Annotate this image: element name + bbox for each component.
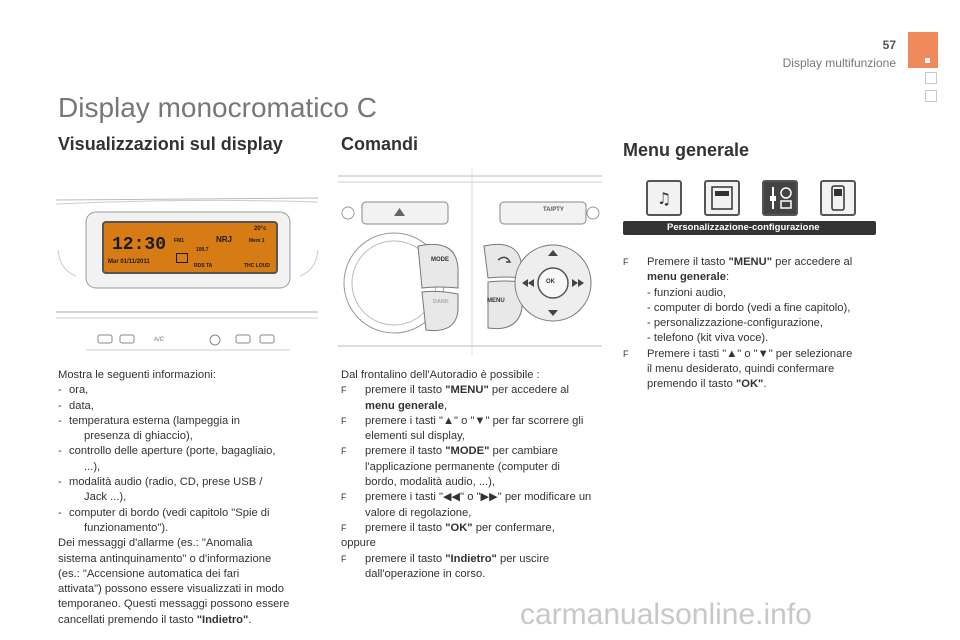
radio-panel-illustration — [338, 168, 604, 358]
col2-b5 — [365, 521, 555, 536]
arrow-bullet-icon: F — [341, 553, 347, 564]
col2-b2-line2: elementi sul display, — [365, 430, 465, 443]
col1-item-ora: ora, — [69, 384, 89, 397]
col3-b1-line2 — [623, 270, 885, 285]
dashboard-display-illustration — [56, 190, 320, 355]
text-fragment: : — [725, 271, 730, 284]
list-dash: - — [58, 384, 62, 397]
col1-closing-line: sistema antinquinamento" o d'informazione — [58, 552, 272, 565]
trip-computer-icon — [704, 180, 740, 216]
col2-b4-line2: valore di regolazione, — [365, 506, 472, 519]
col2-intro: Dal frontalino dell'Autoradio è possibile : — [341, 369, 540, 381]
heading-menu-generale: Menu generale — [623, 140, 750, 160]
lcd-temp: 20°c — [254, 226, 267, 232]
col2-text — [341, 368, 603, 582]
col1-item-aperture: controllo delle aperture (porte, bagagliaio, — [69, 445, 276, 458]
col1-item-temp-cont: presenza di ghiaccio), — [84, 430, 193, 443]
col2-b6 — [365, 552, 549, 567]
heading-comandi: Comandi — [341, 134, 419, 154]
ta-pty-button[interactable]: TA/PTY — [543, 207, 564, 213]
text-fragment: . — [763, 378, 767, 391]
key-indietro: "Indietro" — [196, 613, 249, 626]
list-dash: - — [58, 445, 62, 458]
page-title: Display monocromatico C — [58, 92, 377, 123]
mode-button[interactable]: MODE — [431, 257, 449, 263]
text-fragment: , — [443, 399, 448, 412]
heading-visualizzazioni: Visualizzazioni sul display — [58, 134, 283, 154]
page-number: 57 — [882, 38, 896, 52]
chapter-tab — [908, 32, 938, 68]
menu-button[interactable]: MENU — [487, 298, 505, 304]
arrow-bullet-icon: F — [341, 492, 347, 503]
menu-selection-bar — [623, 221, 876, 235]
key-menu: "MENU" — [728, 256, 773, 268]
col1-closing-line: temporaneo. Questi messaggi possono essere — [58, 598, 290, 611]
text-fragment: per uscire — [496, 552, 550, 565]
text-fragment: per cambiare — [489, 445, 558, 458]
text-fragment: premendo il tasto — [647, 378, 736, 391]
arrow-bullet-icon: F — [341, 522, 347, 533]
key-menu: "MENU" — [445, 384, 489, 397]
text-fragment: premere il tasto — [365, 552, 446, 565]
lcd-date: Mar 01/11/2011 — [108, 259, 150, 265]
col2-b1-line2 — [341, 399, 603, 414]
col1-item-computer-cont: funzionamento"). — [84, 521, 169, 534]
menu-generale-label: menu generale — [365, 399, 444, 412]
text-fragment: per confermare, — [472, 521, 555, 534]
col2-oppure: oppure — [341, 537, 376, 550]
key-indietro: "Indietro" — [445, 552, 497, 565]
audio-functions-icon — [646, 180, 682, 216]
settings-config-icon — [762, 180, 798, 216]
section-name: Display multifunzione — [782, 56, 896, 70]
col3-subitem: - funzioni audio, — [647, 286, 726, 299]
col3-b2: Premere i tasti "▲" o "▼" per selezionare — [647, 347, 853, 360]
arrow-bullet-icon: F — [341, 446, 347, 457]
col3-b2-line3 — [623, 377, 885, 392]
col1-closing-line: attivata") possono essere visualizzati in modo — [58, 583, 284, 596]
phone-icon — [820, 180, 856, 216]
col3-subitem: - computer di bordo (vedi a fine capitolo), — [647, 301, 851, 314]
col1-item-data: data, — [69, 399, 94, 412]
lcd-thc: THC LOUD — [244, 263, 270, 269]
lcd-fm: FM1 — [174, 238, 184, 244]
list-dash: - — [58, 399, 62, 412]
text-fragment: per accedere al — [488, 384, 570, 397]
col1-item-temp: temperatura esterna (lampeggia in — [69, 414, 241, 427]
col1-item-computer: computer di bordo (vedi capitolo "Spie di — [69, 506, 270, 519]
col2-b2: premere i tasti "▲" o "▼" per far scorrere gli — [365, 414, 584, 427]
col3-b1 — [647, 255, 852, 270]
lcd-display — [104, 223, 276, 272]
text-fragment: . — [248, 613, 252, 626]
list-dash: - — [58, 476, 62, 489]
ok-button[interactable]: OK — [546, 279, 555, 285]
lcd-rds: RDS TA — [194, 263, 213, 269]
lcd-station: NRJ — [216, 235, 233, 244]
arrow-bullet-icon: F — [341, 385, 347, 396]
text-fragment: premere il tasto — [365, 521, 446, 534]
svg-text:♫: ♫ — [656, 189, 672, 208]
menu-bar-label: Personalizzazione-configurazione — [667, 222, 820, 233]
col1-item-audio: modalità audio (radio, CD, prese USB / — [69, 476, 263, 489]
ac-label: A/C — [154, 337, 165, 343]
tab-square-2 — [925, 90, 937, 102]
list-dash: - — [58, 506, 62, 519]
lcd-time: 12:30 — [112, 235, 167, 255]
text-fragment: premere il tasto — [365, 445, 446, 458]
col3-text — [623, 255, 885, 393]
arrow-bullet-icon: F — [341, 415, 347, 426]
col1-closing-last — [58, 613, 320, 628]
lcd-freq: 100.7 — [196, 247, 209, 253]
col1-item-aperture-cont: ...), — [84, 460, 101, 473]
key-ok: "OK" — [735, 378, 764, 391]
key-mode: "MODE" — [445, 445, 490, 458]
arrow-bullet-icon: F — [623, 257, 629, 267]
tab-square-1 — [925, 72, 937, 84]
col2-b6-line2: dall'operazione in corso. — [365, 567, 486, 580]
col3-b2-line2: il menu desiderato, quindi confermare — [647, 363, 835, 376]
key-ok: "OK" — [445, 521, 473, 534]
col1-closing-line: (es.: "Accensione automatica dei fari — [58, 567, 240, 580]
col3-subitem: - personalizzazione-configurazione, — [647, 317, 823, 330]
col1-intro: Mostra le seguenti informazioni: — [58, 369, 216, 381]
col1-closing-line: Dei messaggi d'allarme (es.: "Anomalia — [58, 537, 253, 550]
text-fragment: premere il tasto — [365, 384, 446, 397]
col3-subitem: - telefono (kit viva voce). — [647, 332, 769, 345]
arrow-bullet-icon: F — [623, 348, 629, 359]
watermark: carmanualsonline.info — [520, 598, 812, 631]
text-fragment: per accedere al — [772, 256, 853, 268]
dark-button[interactable]: DARK — [433, 299, 449, 305]
col2-b4: premere i tasti "◀◀" o "▶▶" per modificare un — [365, 491, 592, 504]
col1-text — [58, 368, 320, 628]
car-doors-icon — [176, 253, 188, 263]
lcd-mem: Mem 1 — [249, 238, 265, 244]
text-fragment: Premere il tasto — [647, 256, 729, 268]
text-fragment: cancellati premendo il tasto — [58, 613, 197, 626]
col2-b3-line2: l'applicazione permanente (computer di — [365, 460, 560, 473]
col1-item-audio-cont: Jack ...), — [84, 491, 127, 504]
col2-b3-line3: bordo, modalità audio, ...), — [365, 476, 495, 489]
col2-b3 — [365, 444, 558, 459]
list-dash: - — [58, 414, 62, 427]
menu-generale-label: menu generale — [647, 271, 726, 284]
col2-b1 — [365, 383, 569, 398]
